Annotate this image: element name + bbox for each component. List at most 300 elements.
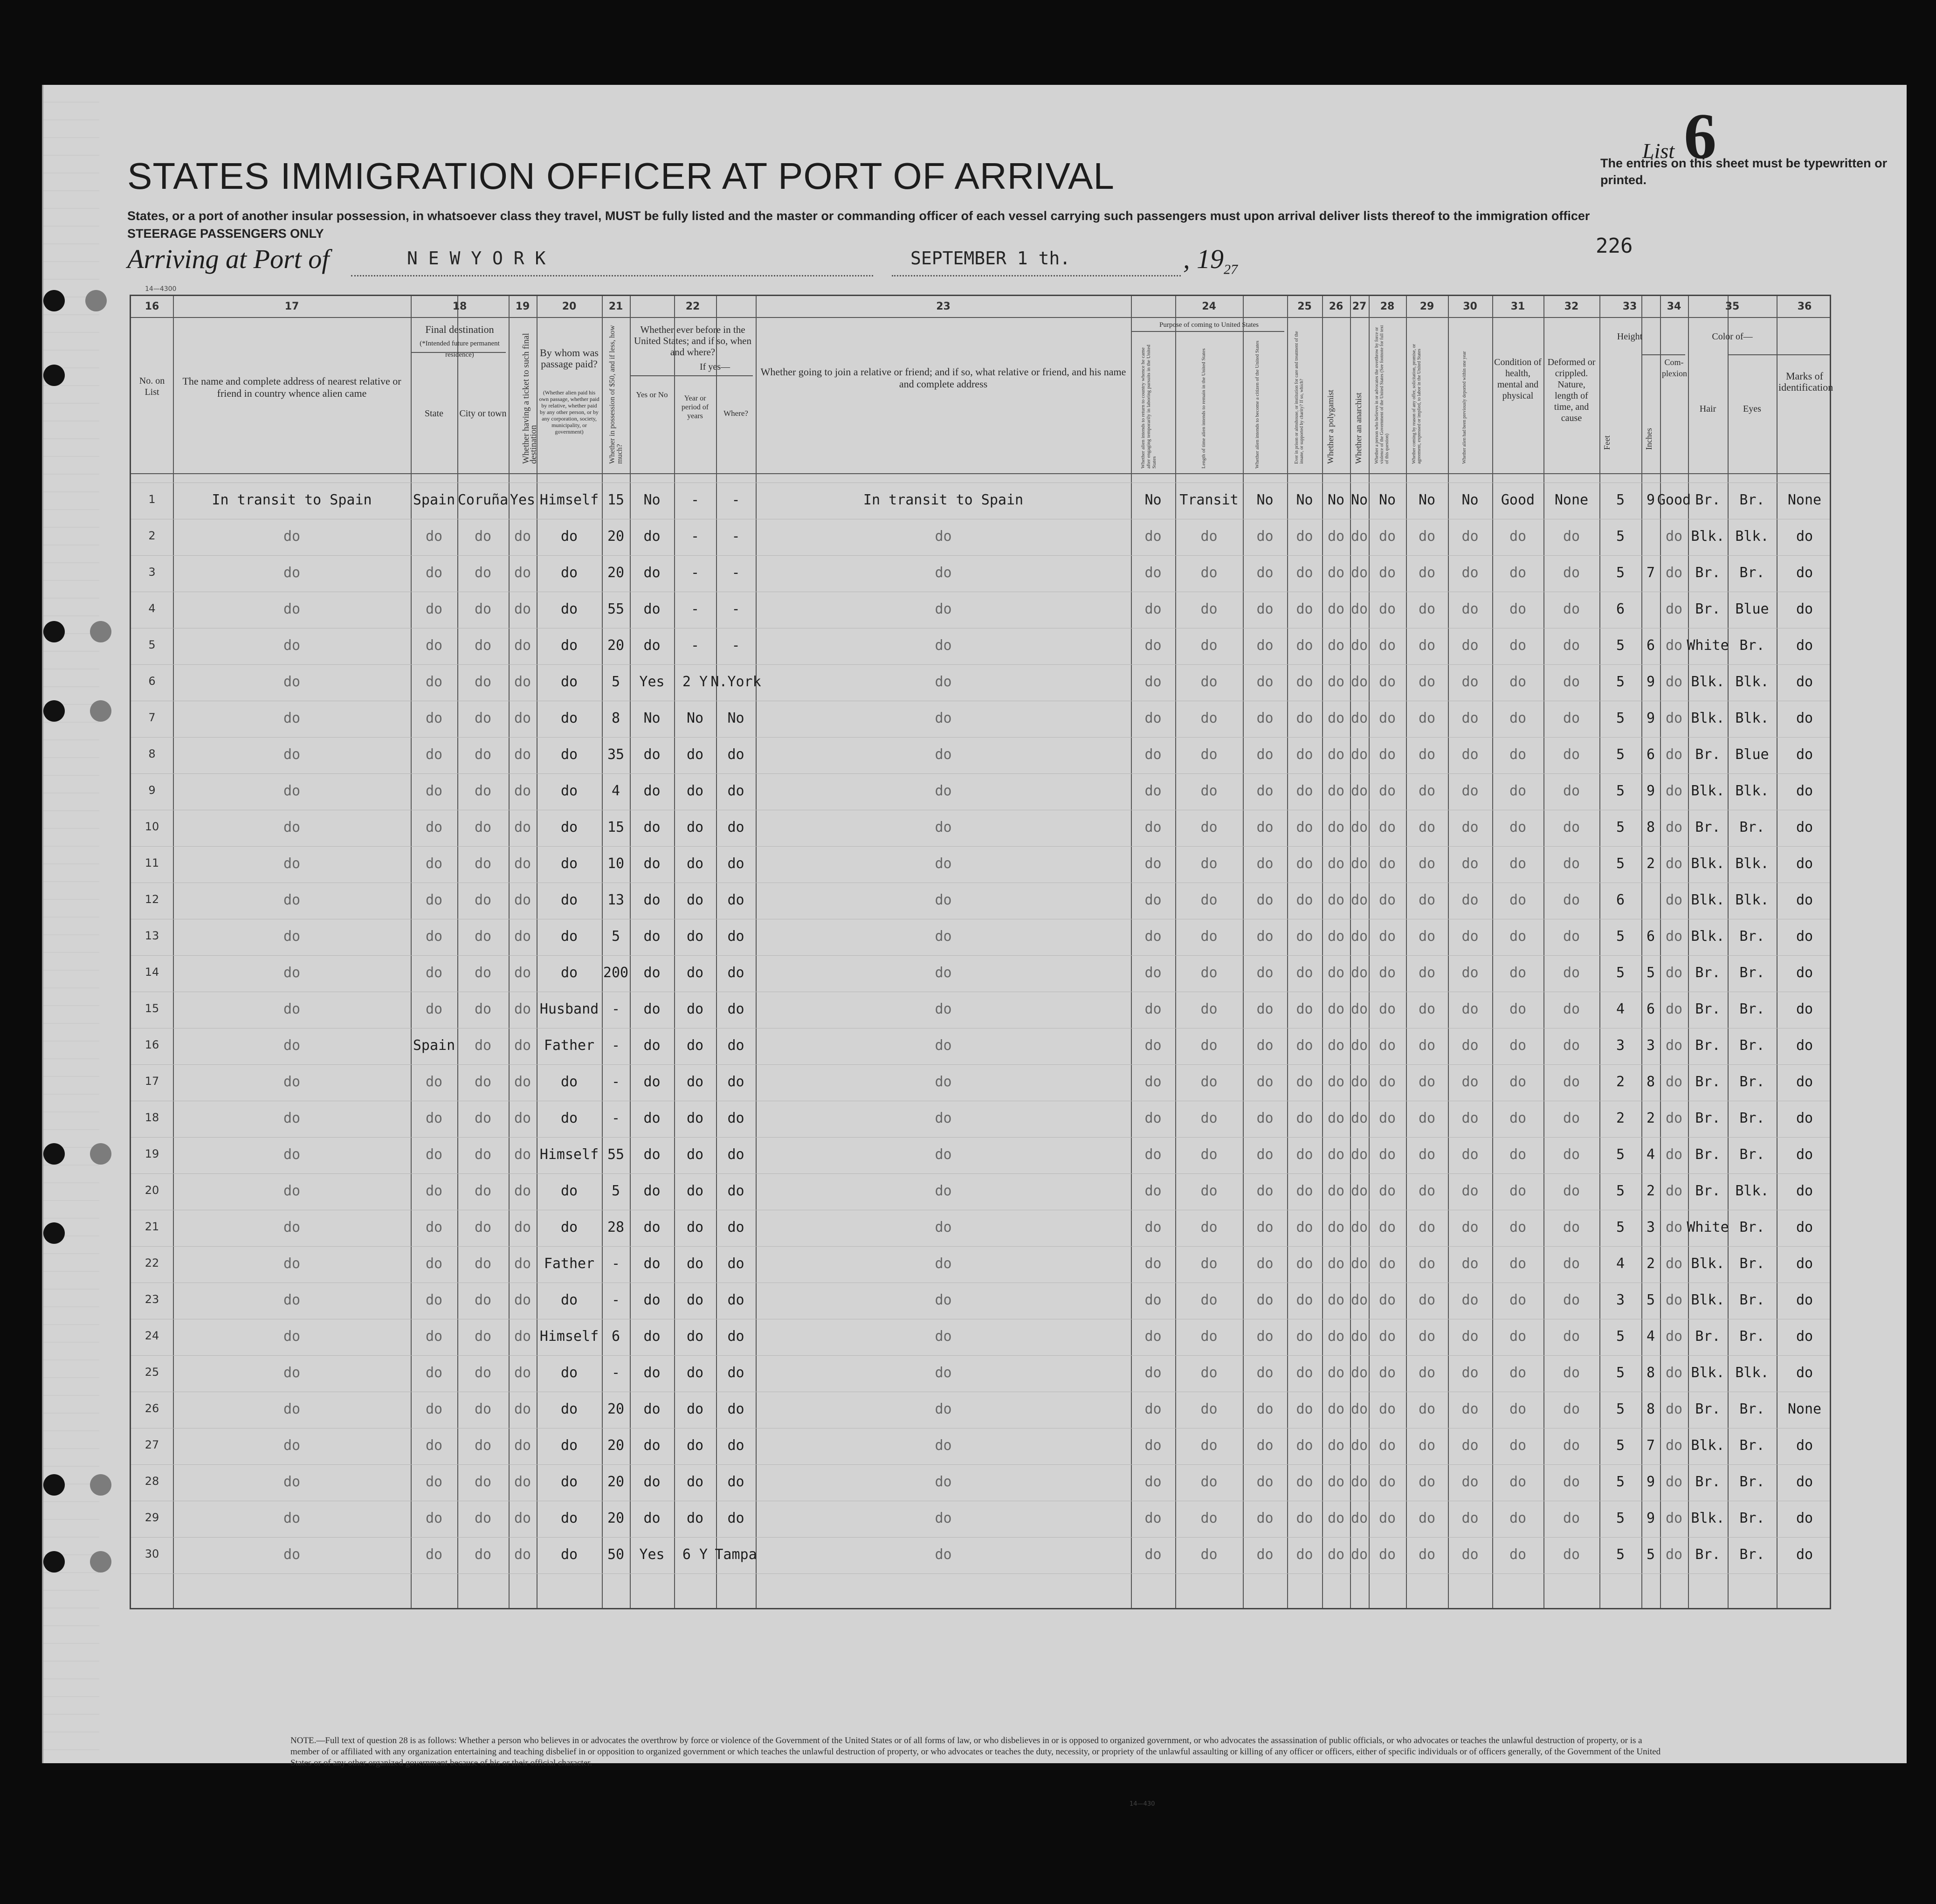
prison-cell: No xyxy=(1296,492,1313,508)
purpose-return-cell: do xyxy=(1144,1510,1162,1526)
list-label: List xyxy=(1642,139,1675,163)
column-number: 21 xyxy=(608,301,623,312)
row-number: 18 xyxy=(145,1111,159,1124)
inches-cell: 7 xyxy=(1646,1437,1655,1454)
money-cell: 55 xyxy=(607,601,625,617)
marks-cell: do xyxy=(1796,601,1813,617)
before-us-cell: do xyxy=(643,601,661,617)
money-cell: 35 xyxy=(607,746,625,763)
purpose-citizen-cell: do xyxy=(1256,1037,1274,1054)
passage-paid-cell: do xyxy=(560,601,578,617)
deformed-cell: do xyxy=(1563,1110,1580,1126)
relative-cell: do xyxy=(283,674,301,690)
labor-offer-cell: do xyxy=(1418,1292,1436,1308)
purpose-return-cell: do xyxy=(1144,1546,1162,1563)
column-divider xyxy=(1492,296,1493,1608)
ticket-cell: do xyxy=(514,674,531,690)
marks-cell: do xyxy=(1796,855,1813,872)
overthrow-cell: do xyxy=(1378,1001,1396,1017)
anarchist-cell: do xyxy=(1350,1074,1368,1090)
ticket-cell: do xyxy=(514,746,531,763)
health-cell: do xyxy=(1509,1219,1527,1235)
header-state: State xyxy=(425,408,443,419)
deported-cell: do xyxy=(1461,1219,1479,1235)
where-cell: do xyxy=(727,1437,744,1454)
purpose-length-cell: Transit xyxy=(1179,492,1239,508)
anarchist-cell: do xyxy=(1350,1365,1368,1381)
column-divider xyxy=(1287,296,1288,1608)
year-cell: - xyxy=(690,565,700,581)
polygamist-cell: do xyxy=(1327,1074,1345,1090)
labor-offer-cell: do xyxy=(1418,1401,1436,1417)
ticket-cell: do xyxy=(514,1437,531,1454)
year-cell: do xyxy=(686,1183,704,1199)
overthrow-cell: do xyxy=(1378,1292,1396,1308)
inches-cell: 8 xyxy=(1646,1365,1655,1381)
punch-hole xyxy=(90,621,111,642)
punch-hole xyxy=(90,1474,111,1496)
labor-offer-cell: do xyxy=(1418,601,1436,617)
overthrow-cell: do xyxy=(1378,1256,1396,1272)
join-relative-cell: do xyxy=(935,783,952,799)
anarchist-cell: do xyxy=(1350,1401,1368,1417)
column-number: 17 xyxy=(284,301,299,312)
purpose-length-cell: do xyxy=(1200,1219,1218,1235)
year-cell: 2 Y xyxy=(682,674,708,690)
state-cell: do xyxy=(425,783,443,799)
state-cell: do xyxy=(425,892,443,908)
purpose-citizen-cell: do xyxy=(1256,783,1274,799)
health-cell: do xyxy=(1509,637,1527,654)
before-us-cell: Yes xyxy=(639,674,665,690)
state-cell: do xyxy=(425,1510,443,1526)
inches-cell: 6 xyxy=(1646,637,1655,654)
purpose-citizen-cell: do xyxy=(1256,1401,1274,1417)
deported-cell: do xyxy=(1461,1146,1479,1163)
health-cell: Good xyxy=(1501,492,1535,508)
marks-cell: do xyxy=(1796,819,1813,835)
deformed-cell: do xyxy=(1563,1546,1580,1563)
health-cell: do xyxy=(1509,1546,1527,1563)
column-divider xyxy=(716,296,717,1608)
purpose-length-cell: do xyxy=(1200,601,1218,617)
feet-cell: 5 xyxy=(1616,1474,1625,1490)
ticket-cell: do xyxy=(514,1401,531,1417)
row-number: 17 xyxy=(145,1075,159,1088)
row-number: 11 xyxy=(145,856,159,869)
header-prison: Ever in prison or almshouse, or institution for care and treatment of the insane, or supported by charity? If so, which? xyxy=(1294,331,1304,464)
anarchist-cell: do xyxy=(1350,1437,1368,1454)
where-cell: do xyxy=(727,1328,744,1345)
money-cell: 28 xyxy=(607,1219,625,1235)
column-number-rule xyxy=(131,317,1830,318)
labor-offer-cell: do xyxy=(1418,819,1436,835)
column-number: 28 xyxy=(1380,301,1395,312)
complexion-cell: do xyxy=(1665,1401,1683,1417)
deformed-cell: do xyxy=(1563,1001,1580,1017)
purpose-length-cell: do xyxy=(1200,1183,1218,1199)
column-divider xyxy=(630,296,631,1608)
row-number: 15 xyxy=(145,1002,159,1015)
polygamist-cell: do xyxy=(1327,601,1345,617)
deformed-cell: do xyxy=(1563,710,1580,726)
where-cell: do xyxy=(727,1219,744,1235)
polygamist-cell: do xyxy=(1327,1510,1345,1526)
prison-cell: do xyxy=(1296,965,1313,981)
deported-cell: do xyxy=(1461,1110,1479,1126)
relative-cell: do xyxy=(283,965,301,981)
form-title: STATES IMMIGRATION OFFICER AT PORT OF ARRIVAL xyxy=(127,155,1115,197)
join-relative-cell: do xyxy=(935,1510,952,1526)
where-cell: do xyxy=(727,1074,744,1090)
purpose-length-cell: do xyxy=(1200,528,1218,545)
year-cell: - xyxy=(690,528,700,545)
punch-hole xyxy=(43,700,65,722)
complexion-cell: do xyxy=(1665,819,1683,835)
deported-cell: do xyxy=(1461,783,1479,799)
deported-cell: do xyxy=(1461,855,1479,872)
form-code: 14—4300 xyxy=(145,285,177,293)
purpose-return-cell: do xyxy=(1144,1256,1162,1272)
row-rule xyxy=(131,664,1830,665)
polygamist-cell: do xyxy=(1327,1146,1345,1163)
header-deformed: Deformed or crippled. Nature, length of time, and cause xyxy=(1547,357,1596,423)
purpose-length-cell: do xyxy=(1200,674,1218,690)
polygamist-cell: do xyxy=(1327,710,1345,726)
deformed-cell: do xyxy=(1563,528,1580,545)
deformed-cell: None xyxy=(1554,492,1589,508)
marks-cell: do xyxy=(1796,710,1813,726)
anarchist-cell: do xyxy=(1350,1219,1368,1235)
health-cell: do xyxy=(1509,965,1527,981)
money-cell: 15 xyxy=(607,819,625,835)
before-us-cell: do xyxy=(643,855,661,872)
complexion-cell: do xyxy=(1665,1110,1683,1126)
passage-paid-cell: do xyxy=(560,1110,578,1126)
state-cell: do xyxy=(425,1474,443,1490)
passage-paid-cell: do xyxy=(560,746,578,763)
city-cell: do xyxy=(474,1328,492,1345)
year-cell: do xyxy=(686,746,704,763)
city-cell: do xyxy=(474,965,492,981)
marks-cell: do xyxy=(1796,892,1813,908)
header-complexion: Com-plexion xyxy=(1662,358,1687,378)
hair-cell: Br. xyxy=(1695,1183,1721,1199)
relative-cell: do xyxy=(283,1401,301,1417)
health-cell: do xyxy=(1509,892,1527,908)
prison-cell: do xyxy=(1296,1510,1313,1526)
city-cell: do xyxy=(474,637,492,654)
complexion-cell: do xyxy=(1665,1546,1683,1563)
overthrow-cell: do xyxy=(1378,565,1396,581)
column-number: 19 xyxy=(515,301,530,312)
deformed-cell: do xyxy=(1563,1037,1580,1054)
purpose-length-cell: do xyxy=(1200,637,1218,654)
hair-cell: Blk. xyxy=(1691,674,1725,690)
feet-cell: 5 xyxy=(1616,565,1625,581)
complexion-cell: do xyxy=(1665,965,1683,981)
column-divider xyxy=(1641,296,1642,1608)
ticket-cell: do xyxy=(514,1183,531,1199)
deported-cell: do xyxy=(1461,1365,1479,1381)
deformed-cell: do xyxy=(1563,783,1580,799)
manifest-sheet xyxy=(42,85,1907,1807)
hair-cell: Br. xyxy=(1695,1546,1721,1563)
column-number: 34 xyxy=(1667,301,1681,312)
relative-cell: In transit to Spain xyxy=(212,492,372,508)
year-cell: do xyxy=(686,1001,704,1017)
passage-paid-cell: Father xyxy=(544,1256,595,1272)
year-suffix: 27 xyxy=(1224,262,1238,277)
before-us-cell: do xyxy=(643,1074,661,1090)
hair-cell: Br. xyxy=(1695,601,1721,617)
header-height: Height xyxy=(1617,331,1643,342)
passage-paid-cell: do xyxy=(560,1437,578,1454)
feet-cell: 2 xyxy=(1616,1110,1625,1126)
hair-cell: Blk. xyxy=(1691,855,1725,872)
relative-cell: do xyxy=(283,892,301,908)
deformed-cell: do xyxy=(1563,855,1580,872)
passage-paid-cell: Himself xyxy=(539,1146,599,1163)
header-where: Where? xyxy=(723,409,748,418)
money-cell: - xyxy=(611,1074,620,1090)
hair-cell: Br. xyxy=(1695,565,1721,581)
deported-cell: do xyxy=(1461,674,1479,690)
deformed-cell: do xyxy=(1563,565,1580,581)
health-cell: do xyxy=(1509,1183,1527,1199)
feet-cell: 5 xyxy=(1616,637,1625,654)
row-number: 16 xyxy=(145,1038,159,1051)
relative-cell: do xyxy=(283,1219,301,1235)
row-number: 4 xyxy=(148,602,156,615)
join-relative-cell: do xyxy=(935,1183,952,1199)
eyes-cell: Br. xyxy=(1739,1037,1765,1054)
purpose-return-cell: do xyxy=(1144,1146,1162,1163)
column-divider xyxy=(1448,296,1449,1608)
eyes-cell: Blk. xyxy=(1735,528,1769,545)
eyes-cell: Br. xyxy=(1739,1546,1765,1563)
join-relative-cell: do xyxy=(935,637,952,654)
purpose-citizen-cell: do xyxy=(1256,1256,1274,1272)
row-number: 29 xyxy=(145,1511,159,1524)
purpose-length-cell: do xyxy=(1200,710,1218,726)
relative-cell: do xyxy=(283,710,301,726)
purpose-return-cell: do xyxy=(1144,965,1162,981)
labor-offer-cell: do xyxy=(1418,1546,1436,1563)
overthrow-cell: do xyxy=(1378,1546,1396,1563)
before-us-cell: do xyxy=(643,1037,661,1054)
before-us-cell: do xyxy=(643,637,661,654)
city-cell: do xyxy=(474,1292,492,1308)
purpose-citizen-cell: do xyxy=(1256,855,1274,872)
header-yes-no: Yes or No xyxy=(636,390,668,399)
join-relative-cell: do xyxy=(935,746,952,763)
city-cell: do xyxy=(474,783,492,799)
passage-paid-cell: do xyxy=(560,892,578,908)
year-cell: do xyxy=(686,819,704,835)
anarchist-cell: do xyxy=(1350,783,1368,799)
inches-cell: 6 xyxy=(1646,928,1655,945)
purpose-citizen-cell: do xyxy=(1256,965,1274,981)
eyes-cell: Blk. xyxy=(1735,710,1769,726)
feet-cell: 5 xyxy=(1616,965,1625,981)
hair-cell: Blk. xyxy=(1691,1365,1725,1381)
join-relative-cell: do xyxy=(935,1474,952,1490)
deported-cell: do xyxy=(1461,1474,1479,1490)
feet-cell: 5 xyxy=(1616,1546,1625,1563)
marks-cell: do xyxy=(1796,1546,1813,1563)
column-divider xyxy=(1599,296,1600,1608)
header-overthrow: Whether a person who believes in or advocates the overthrow by force or violence of the Government of the United States (See footnote for full text of this question) xyxy=(1374,325,1390,464)
header-deported: Whether alien had been previously deported within one year xyxy=(1462,351,1467,464)
purpose-return-cell: do xyxy=(1144,819,1162,835)
prison-cell: do xyxy=(1296,1074,1313,1090)
year-cell: do xyxy=(686,783,704,799)
feet-cell: 5 xyxy=(1616,492,1625,508)
overthrow-cell: do xyxy=(1378,965,1396,981)
polygamist-cell: do xyxy=(1327,565,1345,581)
complexion-cell: do xyxy=(1665,1074,1683,1090)
passage-paid-cell: Father xyxy=(544,1037,595,1054)
city-cell: do xyxy=(474,1474,492,1490)
deported-cell: do xyxy=(1461,928,1479,945)
overthrow-cell: do xyxy=(1378,1183,1396,1199)
deported-cell: do xyxy=(1461,746,1479,763)
complexion-cell: do xyxy=(1665,1510,1683,1526)
eyes-cell: Br. xyxy=(1739,819,1765,835)
polygamist-cell: do xyxy=(1327,1546,1345,1563)
deformed-cell: do xyxy=(1563,1328,1580,1345)
overthrow-cell: do xyxy=(1378,1401,1396,1417)
health-cell: do xyxy=(1509,601,1527,617)
port-underline xyxy=(351,275,873,276)
year-cell: do xyxy=(686,855,704,872)
eyes-cell: Blk. xyxy=(1735,892,1769,908)
prison-cell: do xyxy=(1296,1328,1313,1345)
header-polygamist: Whether a polygamist xyxy=(1326,390,1335,464)
row-rule xyxy=(131,1573,1830,1574)
labor-offer-cell: do xyxy=(1418,928,1436,945)
polygamist-cell: do xyxy=(1327,1365,1345,1381)
deformed-cell: do xyxy=(1563,928,1580,945)
labor-offer-cell: do xyxy=(1418,1474,1436,1490)
year-cell: do xyxy=(686,928,704,945)
punch-hole xyxy=(90,1143,111,1165)
ticket-cell: do xyxy=(514,601,531,617)
anarchist-cell: do xyxy=(1350,1546,1368,1563)
purpose-length-cell: do xyxy=(1200,1146,1218,1163)
overthrow-cell: do xyxy=(1378,1110,1396,1126)
passage-paid-cell: do xyxy=(560,928,578,945)
anarchist-cell: do xyxy=(1350,1146,1368,1163)
purpose-return-cell: do xyxy=(1144,1183,1162,1199)
health-cell: do xyxy=(1509,710,1527,726)
binding-edge xyxy=(43,85,99,1763)
marks-cell: do xyxy=(1796,1146,1813,1163)
before-us-cell: do xyxy=(643,1183,661,1199)
where-cell: - xyxy=(731,528,740,545)
feet-cell: 5 xyxy=(1616,1510,1625,1526)
passage-paid-cell: do xyxy=(560,1074,578,1090)
polygamist-cell: No xyxy=(1327,492,1345,508)
where-cell: - xyxy=(731,492,740,508)
ticket-cell: do xyxy=(514,1510,531,1526)
anarchist-cell: do xyxy=(1350,1110,1368,1126)
purpose-citizen-cell: do xyxy=(1256,892,1274,908)
purpose-return-cell: do xyxy=(1144,1219,1162,1235)
purpose-citizen-cell: do xyxy=(1256,746,1274,763)
join-relative-cell: do xyxy=(935,1437,952,1454)
column-number: 20 xyxy=(562,301,577,312)
year-cell: 6 Y xyxy=(682,1546,708,1563)
anarchist-cell: do xyxy=(1350,710,1368,726)
deformed-cell: do xyxy=(1563,1474,1580,1490)
header-marks: Marks of identification xyxy=(1778,370,1833,393)
where-cell: do xyxy=(727,1183,744,1199)
form-subtitle xyxy=(127,207,1619,242)
where-cell: do xyxy=(727,746,744,763)
feet-cell: 5 xyxy=(1616,1328,1625,1345)
hair-cell: White xyxy=(1687,1219,1729,1235)
health-cell: do xyxy=(1509,674,1527,690)
join-relative-cell: do xyxy=(935,601,952,617)
complexion-cell: do xyxy=(1665,1328,1683,1345)
column-number: 24 xyxy=(1202,301,1216,312)
polygamist-cell: do xyxy=(1327,783,1345,799)
purpose-return-cell: do xyxy=(1144,783,1162,799)
relative-cell: do xyxy=(283,528,301,545)
anarchist-cell: do xyxy=(1350,855,1368,872)
marks-cell: do xyxy=(1796,1437,1813,1454)
inches-cell: 9 xyxy=(1646,1510,1655,1526)
marks-cell: None xyxy=(1787,1401,1822,1417)
header-join-relative: Whether going to join a relative or friend; and if so, what relative or friend, and his name and complete address xyxy=(760,366,1126,390)
inches-cell: 8 xyxy=(1646,819,1655,835)
purpose-length-cell: do xyxy=(1200,1401,1218,1417)
health-cell: do xyxy=(1509,1474,1527,1490)
overthrow-cell: do xyxy=(1378,928,1396,945)
height-rule xyxy=(1641,354,1685,355)
column-number: 23 xyxy=(936,301,951,312)
eyes-cell: Br. xyxy=(1739,1474,1765,1490)
purpose-length-cell: do xyxy=(1200,1292,1218,1308)
purpose-length-cell: do xyxy=(1200,855,1218,872)
header-final-destination: Final destination xyxy=(425,324,494,335)
column-divider xyxy=(1406,296,1407,1608)
join-relative-cell: do xyxy=(935,928,952,945)
before-us-cell: do xyxy=(643,1146,661,1163)
health-cell: do xyxy=(1509,746,1527,763)
eyes-cell: Br. xyxy=(1739,1110,1765,1126)
labor-offer-cell: do xyxy=(1418,1365,1436,1381)
money-cell: 13 xyxy=(607,892,625,908)
complexion-cell: do xyxy=(1665,892,1683,908)
row-rule xyxy=(131,846,1830,847)
polygamist-cell: do xyxy=(1327,674,1345,690)
prison-cell: do xyxy=(1296,1256,1313,1272)
year-cell: do xyxy=(686,1074,704,1090)
health-cell: do xyxy=(1509,1146,1527,1163)
overthrow-cell: do xyxy=(1378,746,1396,763)
row-rule xyxy=(131,1137,1830,1138)
city-cell: do xyxy=(474,1037,492,1054)
column-divider xyxy=(1175,296,1176,1608)
marks-cell: None xyxy=(1787,492,1822,508)
row-rule xyxy=(131,1464,1830,1465)
column-number: 32 xyxy=(1564,301,1579,312)
overthrow-cell: No xyxy=(1378,492,1396,508)
feet-cell: 4 xyxy=(1616,1256,1625,1272)
